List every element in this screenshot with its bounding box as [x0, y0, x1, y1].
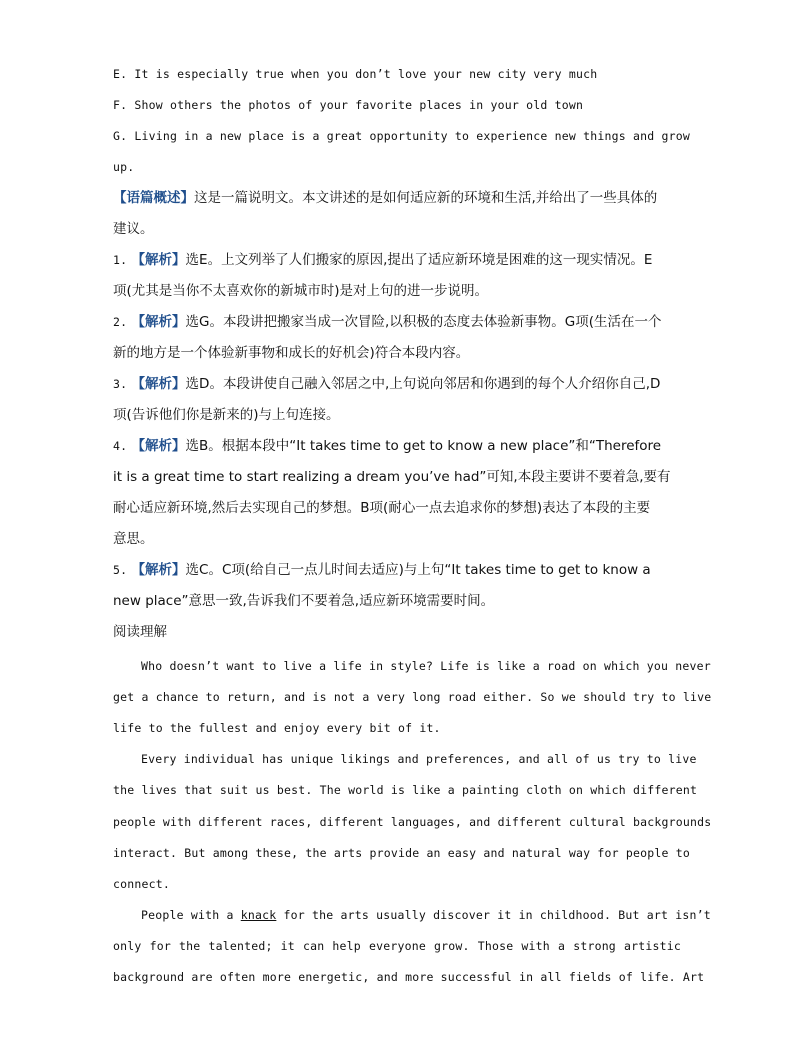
analysis-4-line4: 意思。	[113, 531, 154, 547]
option-g-line1: G. Living in a new place is a great opportunity to experience new things and grow	[113, 129, 691, 143]
analysis-5-line2: new place”意思一致,告诉我们不要着急,适应新环境需要时间。	[113, 593, 495, 609]
analysis-1-line2: 项(尤其是当你不太喜欢你的新城市时)是对上句的进一步说明。	[113, 283, 489, 299]
analysis-1-text1: 选E。上文列举了人们搬家的原因,提出了适应新环境是困难的这一现实情况。E	[185, 252, 653, 268]
analysis-5-number: 5.	[113, 563, 128, 577]
section-title: 阅读理解	[113, 624, 167, 640]
passage-p1-line2: get a chance to return, and is not a very long road either. So we should try to live	[113, 690, 712, 704]
analysis-1-line1	[113, 250, 681, 270]
analysis-3-number: 3.	[113, 377, 128, 391]
analysis-4-text1: 选B。根据本段中“It takes time to get to know a new place”和“Therefore	[185, 438, 662, 454]
analysis-1-tag: 【解析】	[131, 252, 186, 268]
analysis-4-line1	[113, 436, 681, 456]
analysis-2-tag: 【解析】	[131, 314, 186, 330]
overview-line2: 建议。	[113, 221, 154, 237]
analysis-3-text1: 选D。本段讲使自己融入邻居之中,上句说向邻居和你遇到的每个人介绍你自己,D	[185, 376, 661, 392]
passage-p3-line1	[141, 905, 711, 925]
analysis-4-number: 4.	[113, 439, 128, 453]
analysis-4-line3: 耐心适应新环境,然后去实现自己的梦想。B项(耐心一点去追求你的梦想)表达了本段的主要	[113, 500, 651, 516]
passage-p3-after: for the arts usually discover it in childhood. But art isn’t	[283, 908, 711, 922]
analysis-2-line2: 新的地方是一个体验新事物和成长的好机会)符合本段内容。	[113, 345, 470, 361]
option-f: F. Show others the photos of your favorite places in your old town	[113, 98, 584, 112]
passage-p2-line3: people with different races, different languages, and different cultural backgrounds	[113, 815, 712, 829]
analysis-3-tag: 【解析】	[131, 376, 186, 392]
passage-p1-line1: Who doesn’t want to live a life in style? Life is like a road on which you never	[141, 659, 711, 673]
passage-p1-line3: life to the fullest and enjoy every bit of it.	[113, 721, 441, 735]
passage-p2-line4: interact. But among these, the arts provide an easy and natural way for people to	[113, 846, 691, 860]
analysis-2-number: 2.	[113, 315, 128, 329]
analysis-5-line1	[113, 560, 681, 580]
analysis-4-tag: 【解析】	[131, 438, 186, 454]
analysis-3-line2: 项(告诉他们你是新来的)与上句连接。	[113, 407, 340, 423]
overview-text1: 这是一篇说明文。本文讲述的是如何适应新的环境和生活,并给出了一些具体的	[194, 190, 658, 206]
passage-p2-line2: the lives that suit us best. The world is like a painting cloth on which different	[113, 783, 698, 797]
passage-p2-line5: connect.	[113, 877, 170, 891]
option-e: E. It is especially true when you don’t love your new city very much	[113, 67, 598, 81]
analysis-4-line2: it is a great time to start realizing a dream you’ve had”可知,本段主要讲不要着急,要有	[113, 469, 671, 485]
passage-p3-before: People with a	[141, 908, 234, 922]
overview-tag: 【语篇概述】	[113, 190, 194, 206]
passage-p3-line3: background are often more energetic, and more successful in all fields of life. Art	[113, 970, 705, 984]
passage-p2-line1: Every individual has unique likings and preferences, and all of us try to live	[141, 752, 697, 766]
analysis-3-line1	[113, 374, 681, 394]
analysis-2-text1: 选G。本段讲把搬家当成一次冒险,以积极的态度去体验新事物。G项(生活在一个	[185, 314, 662, 330]
analysis-5-tag: 【解析】	[131, 562, 186, 578]
analysis-5-text1: 选C。C项(给自己一点儿时间去适应)与上句“It takes time to get to know a	[185, 562, 651, 578]
underlined-word: knack	[240, 908, 277, 922]
overview-line1	[113, 188, 681, 208]
option-g-line2: up.	[113, 160, 135, 174]
analysis-2-line1	[113, 312, 681, 332]
analysis-1-number: 1.	[113, 253, 128, 267]
passage-p3-line2: only for the talented; it can help everyone grow. Those with a strong artistic	[113, 939, 681, 953]
